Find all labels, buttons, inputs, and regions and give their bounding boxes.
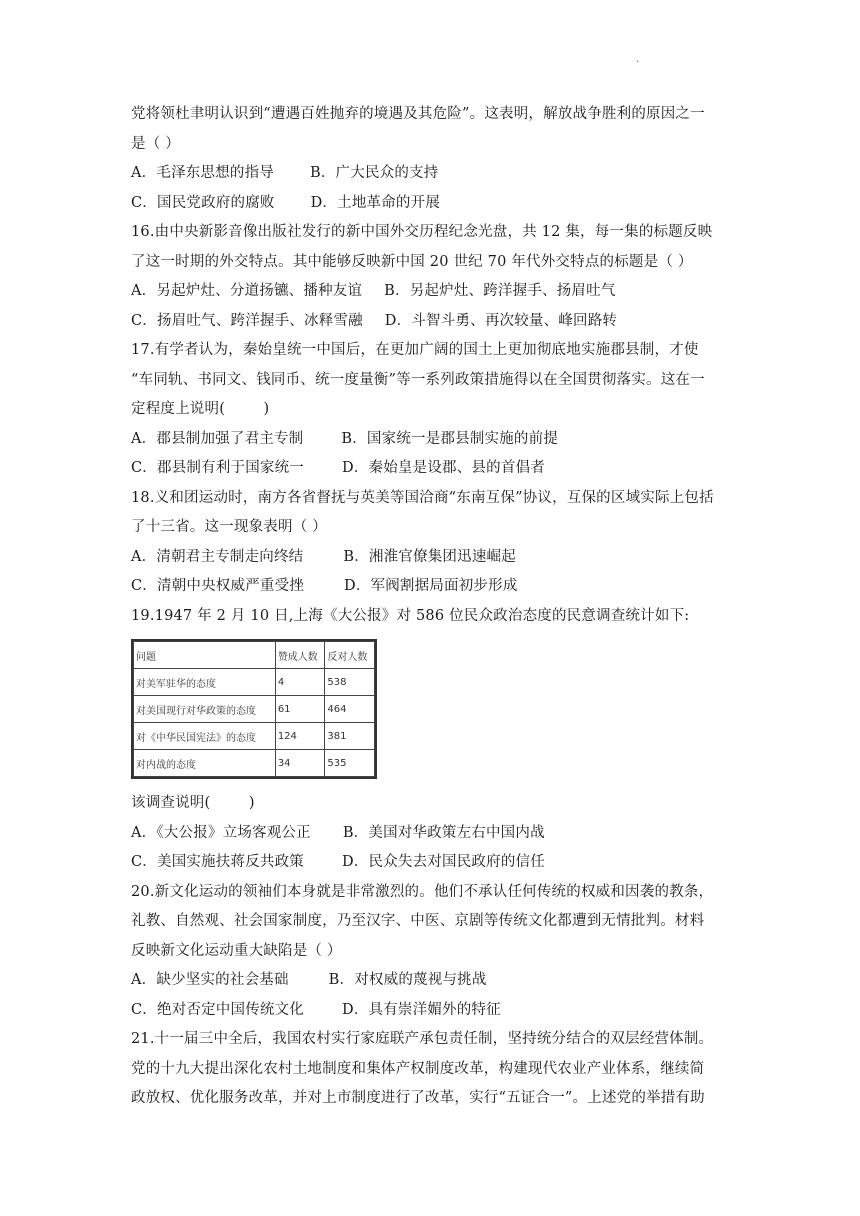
row-support: 34 [275, 750, 325, 777]
q15-stem-line-2: 是（ ） [131, 135, 180, 152]
q20-stem-line-2: 礼教、自然观、社会国家制度，乃至汉字、中医、京剧等传统文化都遭到无情批判。材料 [131, 913, 705, 929]
q17-stem-line-2: “车同轨、书同文、钱同币、统一度量衡”等一系列政策措施得以在全国贯彻落实。这在一 [131, 371, 705, 388]
question-content [131, 100, 737, 1114]
q19-options-cd [131, 848, 737, 878]
q16-option-a: A．另起炉灶、分道扬镳、播种友谊 [131, 283, 363, 299]
row-question: 对美军驻华的态度 [134, 669, 276, 696]
q15-options-cd [131, 189, 737, 219]
q16-options-ab [131, 277, 737, 307]
q16-option-c: C．扬眉吐气、跨洋握手、冰释雪融 [131, 312, 363, 329]
q20-options-ab [131, 966, 737, 996]
q15-option-d: D．土地革命的开展 [310, 194, 441, 211]
q19-option-d: D．民众失去对国民政府的信任 [342, 854, 545, 870]
survey-table [133, 641, 375, 777]
q19-option-c: C．美国实施扶蒋反共政策 [131, 854, 304, 870]
row-support: 124 [275, 723, 325, 750]
table-row [134, 723, 375, 750]
header-question: 问题 [134, 642, 276, 669]
row-oppose: 535 [325, 750, 375, 777]
q18-option-c: C．清朝中央权威严重受挫 [131, 578, 304, 594]
q19-options-ab [131, 819, 737, 849]
q15-option-c: C．国民党政府的腐败 [131, 194, 275, 211]
q18-option-b: B．湘淮官僚集团迅速崛起 [343, 548, 516, 565]
row-oppose: 464 [325, 696, 375, 723]
q17-stem-line-1: 17.有学者认为，秦始皇统一中国后，在更加广阔的国土上更加彻底地实施郡县制，才使 [131, 342, 699, 358]
header-oppose: 反对人数 [325, 642, 375, 669]
q21-stem-line-3: 政放权、优化服务改革，并对上市制度进行了改革，实行“五证合一”。上述党的举措有助 [131, 1090, 705, 1106]
table-row [134, 750, 375, 777]
q17-option-a: A．郡县制加强了君主专制 [131, 430, 304, 447]
row-question: 对《中华民国宪法》的态度 [134, 723, 276, 750]
q18-option-d: D．军阀割据局面初步形成 [344, 578, 518, 594]
q19-stem-line-2: 该调查说明( ) [131, 795, 255, 811]
row-question: 对内战的态度 [134, 750, 276, 777]
q18-option-a: A．清朝君主专制走向终结 [131, 548, 304, 565]
q15-option-a: A．毛泽东思想的指导 [131, 165, 274, 181]
row-support: 4 [275, 669, 325, 696]
row-question: 对美国现行对华政策的态度 [134, 696, 276, 723]
q17-option-c: C．郡县制有利于国家统一 [131, 460, 304, 476]
survey-table-frame [131, 639, 377, 779]
q20-option-d: D．具有崇洋媚外的特征 [342, 1001, 501, 1018]
q18-options-ab [131, 543, 737, 573]
q20-option-b: B．对权威的蔑视与挑战 [328, 972, 487, 988]
row-oppose: 538 [325, 669, 375, 696]
header-support: 赞成人数 [275, 642, 325, 669]
table-row [134, 669, 375, 696]
q20-stem-line-3: 反映新文化运动重大缺陷是（ ） [131, 942, 342, 959]
q17-option-d: D．秦始皇是设郡、县的首倡者 [342, 460, 545, 476]
q19-option-a: A．《大公报》立场客观公正 [131, 824, 311, 841]
q15-stem-line-1: 党将领杜聿明认识到“遭遇百姓抛弃的境遇及其危险”。这表明，解放战争胜利的原因之一 [131, 106, 705, 122]
q21-stem-line-2: 党的十九大提出深化农村土地制度和集体产权制度改革，构建现代农业产业体系，继续简 [131, 1060, 705, 1077]
q17-option-b: B．国家统一是郡县制实施的前提 [341, 430, 559, 447]
q15-options-ab [131, 159, 737, 189]
q20-stem-line-1: 20.新文化运动的领袖们本身就是非常激烈的。他们不承认任何传统的权威和因袭的教条， [131, 883, 714, 900]
q19-stem-line-1: 19.1947 年 2 月 10 日,上海《大公报》对 586 位民众政治态度的民意调查统计如下: [131, 607, 690, 624]
q18-stem-line-1: 18.义和团运动时，南方各省督抚与英美等国洽商“东南互保”协议，互保的区域实际上包括 [131, 489, 714, 506]
q21-stem-line-1: 21.十一届三中全后，我国农村实行家庭联产承包责任制，坚持统分结合的双层经营体制。 [131, 1031, 714, 1047]
q18-stem-line-2: 了十三省。这一现象表明（ ） [131, 519, 327, 535]
q20-option-c: C．绝对否定中国传统文化 [131, 1001, 304, 1018]
row-oppose: 381 [325, 723, 375, 750]
q16-option-d: D．斗智斗勇、再次较量、峰回路转 [384, 312, 618, 329]
q19-option-b: B．美国对华政策左右中国内战 [342, 824, 545, 841]
survey-table-header [134, 642, 375, 669]
q15-option-b: B．广大民众的支持 [309, 165, 439, 181]
q16-options-cd [131, 307, 737, 337]
corner-mark: . [636, 54, 640, 65]
q16-stem-line-2: 了这一时期的外交特点。其中能够反映新中国 20 世纪 70 年代外交特点的标题是（ ） [131, 253, 693, 270]
q16-stem-line-1: 16.由中央新影音像出版社发行的新中国外交历程纪念光盘，共 12 集，每一集的标题反映 [131, 224, 713, 240]
q17-options-ab [131, 425, 737, 455]
row-support: 61 [275, 696, 325, 723]
q17-options-cd [131, 454, 737, 484]
q17-stem-line-3: 定程度上说明( ) [131, 401, 270, 417]
q20-option-a: A．缺少坚实的社会基础 [131, 972, 289, 988]
q20-options-cd [131, 996, 737, 1026]
table-row [134, 696, 375, 723]
q16-option-b: B．另起炉灶、跨洋握手、扬眉吐气 [384, 283, 616, 299]
q18-options-cd [131, 572, 737, 602]
